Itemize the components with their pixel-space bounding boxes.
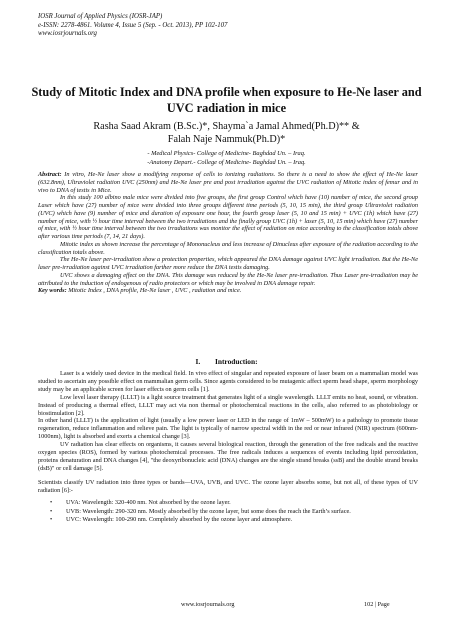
section-title: Introduction: [214,357,258,366]
journal-name: IOSR Journal of Applied Physics (IOSR-JAP) [38,13,163,20]
journal-issn: e-ISSN: 2278-4861. Volume 4, Issue 5 (Sep. - Oct. 2013), PP 102-107 [38,21,228,29]
bullet-icon: • [50,498,53,506]
keywords-label: Key words: [38,287,67,295]
abstract [38,171,418,295]
list-item [38,508,418,516]
abstract-paragraph-4: The He-Ne laser per-irradiation show a protection properties, which appeared the DNA damage against UVC light irradiation. But the He-Ne laser pre-irradiation against UVC irradiation farther more reduce the DNA testis damaging. [38,256,418,271]
page-number: 102 | Page [364,601,390,608]
affiliations [30,150,423,167]
affiliation-1: - Medical Physics- College of Medicine- Baghdad Un. – Iraq. [147,150,306,157]
intro-paragraph-5: Scientists classify UV radiation into three types or bands—UVA, UVB, and UVC. The ozone layer absorbs some, but not all, of these types of UV radiation [6]:- [38,478,418,494]
uva-item: UVA: Wavelength: 320-400 nm. Not absorbed by the ozone layer. [66,498,231,506]
abstract-label: Abstract: [38,171,62,178]
list-item [38,499,418,507]
section-number: I. [195,357,201,366]
introduction-body [38,370,418,525]
abstract-paragraph-1 [38,171,418,194]
uv-band-list [38,499,418,525]
affiliation-2: -Anatomy Depart.- College of Medicine- Baghdad Un. – Iraq. [147,158,306,166]
bullet-icon: • [50,516,53,524]
abstract-paragraph-5: UVC shows a damaging effect on the DNA. This damage was reduced by the He-Ne laser pre-irradiation. Thus Laser pre-irradiation may be attributed to the induction of endogenous of radio protectors or which may be involved in DNA damage repair. [38,271,418,287]
abstract-text-1: In vitro, He-Ne laser show a modifying response of cells to ionizing radiations. So there is a need to show the effect of He-Ne laser (632.8nm), Ultraviolet radiation UVC (250nm) and He-Ne laser pre and post irradiation against the UVC radiation of Mitotic index of femur and in vivo to DNA of testis in Mice. [38,171,418,194]
author-list [30,120,423,146]
journal-site: www.iosrjournals.org [38,30,97,38]
abstract-paragraph-3: Mitotic index as shown increase the percentage of Mononucleus and less increase of Dinucleus after exposure of the radiation according to the classification totals above. [38,240,418,256]
page-footer [0,601,453,611]
intro-paragraph-1: Laser is a widely used device in the medical field. In vivo effect of singular and repeated exposure of laser beam on a mammalian model was studied to ascertain any possible effect on mammalian germ cells. Since agents considered to be mutagenic affect sperm head shape, sperm morphology study may be an applicable screen for laser effects on germ cells [1]. [38,370,418,393]
author-line-2: Falah Naje Nammuk(Ph.D)* [167,134,286,145]
intro-paragraph-4: UV radiation has clear effects on organisms, it causes several biological reaction, through the generation of the free radicals and the reactive oxygen species (ROS), formed by various photochemical processes. The free radicals induces a sequences of events including lipid peroxidation, proteins denaturation and DNA changes [4], "the deoxyribonucleic acid (DNA) changes are the single strand breaks (ssB) and the double strand breaks (dsB)" or cell damage [5]. [38,441,418,472]
intro-paragraph-3: In other hand (LLLT) is the application of light (usually a low power laser or LED in the range of 1mW – 500mW) to a pathology to promote tissue regeneration, reduce inflammation and relieve pain. The light is typically of narrow spectral width in the red or near infrared (NIR) spectrum (600nm-1000nm), light is absorbed and exerts a chemical change [3]. [38,417,418,441]
paper-title: Study of Mitotic Index and DNA profile when exposure to He-Ne laser and UVC radiation in mice [31,85,422,115]
uvc-item: UVC: Wavelength: 100-290 nm. Completely absorbed by the ozone layer and atmosphere. [66,516,293,524]
section-heading [0,357,453,366]
keywords [38,287,418,295]
uvb-item: UVB: Wavelength: 290-320 nm. Mostly absorbed by the ozone layer, but some does the reach the Earth’s surface. [66,507,351,515]
abstract-paragraph-2: In this study 100 albino male mice were divided into five groups, the first group Control which have (10) number of mice, the second group Laser which have (27) number of mice were divided into three groups different time periods (5, 10, 15 min), the third group Ultraviolet radiation (UVC) which have (9) number of mice and duration of exposure one hour, the fourth group laser (5, 10 and 15 min) + UVC (1h) which have (27) number of mice, with ½ hour time interval between the two irradiations and the finally group UVC (1h) + laser (5, 10, 15 min) which have (27) number of mice, with ½ hour time interval between the two irradiations was monitor the effect of radiation on mice according to the classification totals above after various time periods (7, 14, 21 days). [38,194,418,240]
bullet-icon: • [50,507,53,515]
list-item [38,516,418,524]
intro-paragraph-2: Low level laser therapy (LLLT) is a light source treatment that generates light of a single wavelength. LLLT emits no heat, sound, or vibration. Instead of producing a thermal effect, LLLT may act via non thermal or photochemical reactions in the cells, also referred to as photobiology or biostimulation [2]. [38,393,418,417]
keywords-text: Mitotic Index , DNA profile, He-Ne laser , UVC , radiation and mice. [66,287,242,295]
footer-site: www.iosrjournals.org [181,601,235,608]
journal-header [38,13,227,39]
author-line-1: Rasha Saad Akram (B.Sc.)*, Shayma`a Jamal Ahmed(Ph.D)** & [93,121,360,132]
